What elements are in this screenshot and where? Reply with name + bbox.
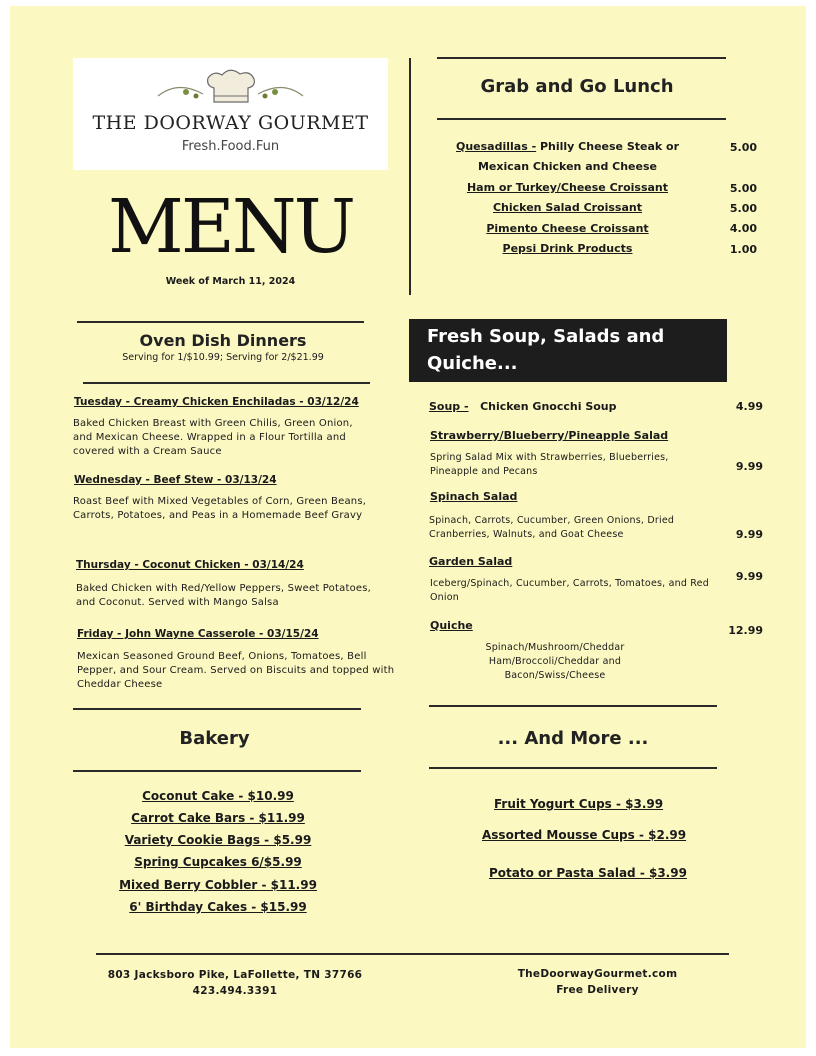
divider	[437, 57, 726, 59]
brand-name: THE DOORWAY GOURMET	[92, 112, 369, 134]
address: 803 Jacksboro Pike, LaFollette, TN 37766	[107, 969, 363, 981]
salad-description: Spinach, Carrots, Cucumber, Green Onions, Dried Cranberries, Walnuts, and Goat Cheese	[429, 515, 675, 540]
salad-name: Spinach Salad	[430, 490, 518, 503]
soup-salad-heading: Fresh Soup, Salads and Quiche...	[409, 319, 727, 382]
list-item: Quesadillas - Philly Cheese Steak or	[455, 140, 680, 153]
dinner-description: Baked Chicken Breast with Green Chilis, Green Onion, and Mexican Cheese. Wrapped in a Flour Tortilla and covered with a Cream Sauce	[73, 418, 353, 457]
grab-and-go-heading: Grab and Go Lunch	[480, 76, 674, 97]
bakery-item: Carrot Cake Bars - $11.99	[131, 811, 305, 825]
quiche-name: Quiche	[430, 619, 473, 632]
divider	[73, 770, 361, 772]
delivery-note: Free Delivery	[556, 984, 639, 996]
chef-hat-logo-icon	[148, 66, 313, 108]
page-title: MENU	[108, 184, 353, 270]
divider	[77, 321, 364, 323]
dinner-description: Baked Chicken with Red/Yellow Peppers, Sweet Potatoes, and Coconut. Served with Mango Salsa	[76, 583, 372, 608]
item-price: 5.00	[729, 182, 757, 195]
divider	[429, 705, 717, 707]
bakery-item: Variety Cookie Bags - $5.99	[124, 833, 312, 847]
bakery-item: 6' Birthday Cakes - $15.99	[129, 900, 307, 914]
bakery-item: Mixed Berry Cobbler - $11.99	[119, 878, 317, 892]
bakery-item: Spring Cupcakes 6/$5.99	[134, 855, 302, 869]
dinner-day-title: Thursday - Coconut Chicken - 03/14/24	[76, 559, 304, 571]
list-item: Mexican Chicken and Cheese	[477, 160, 657, 173]
divider	[73, 708, 361, 710]
and-more-heading: ... And More ...	[497, 728, 649, 749]
footer-divider	[96, 953, 729, 955]
week-label: Week of March 11, 2024	[165, 276, 296, 287]
serving-prices: Serving for 1/$10.99; Serving for 2/$21.99	[122, 352, 324, 363]
item-price: 4.00	[729, 222, 757, 235]
column-divider	[409, 58, 411, 295]
list-item: Ham or Turkey/Cheese Croissant	[466, 181, 669, 194]
footer-web	[490, 966, 705, 998]
dinner-day-title: Wednesday - Beef Stew - 03/13/24	[74, 474, 277, 486]
website: TheDoorwayGourmet.com	[517, 968, 678, 980]
dinner-description: Roast Beef with Mixed Vegetables of Corn, Green Beans, Carrots, Potatoes, and Peas in a Homemade Beef Gravy	[73, 496, 367, 521]
dinner-day-title: Friday - John Wayne Casserole - 03/15/24	[77, 628, 319, 640]
soup-line: Soup - Chicken Gnocchi Soup	[429, 400, 617, 413]
item-price: 12.99	[728, 624, 763, 637]
salad-description: Spring Salad Mix with Strawberries, Blueberries, Pineapple and Pecans	[430, 452, 669, 477]
item-price: 9.99	[735, 460, 763, 473]
salad-description: Iceberg/Spinach, Cucumber, Carrots, Tomatoes, and Red Onion	[430, 578, 709, 603]
more-item: Assorted Mousse Cups - $2.99	[482, 828, 687, 842]
list-item: Chicken Salad Croissant	[492, 201, 642, 214]
item-price: 1.00	[729, 243, 757, 256]
bakery-heading: Bakery	[179, 728, 250, 749]
dinner-day-title: Tuesday - Creamy Chicken Enchiladas - 03/12/24	[74, 396, 359, 408]
divider	[83, 382, 370, 384]
more-item: Potato or Pasta Salad - $3.99	[489, 866, 687, 880]
item-price: 5.00	[729, 141, 757, 154]
dinner-description: Mexican Seasoned Ground Beef, Onions, Tomatoes, Bell Pepper, and Sour Cream. Served on Biscuits and topped with Cheddar Cheese	[77, 651, 395, 690]
item-price: 4.99	[735, 400, 763, 413]
list-item: Pepsi Drink Products	[502, 242, 633, 255]
quiche-varieties: Spinach/Mushroom/Cheddar Ham/Broccoli/Cheddar and Bacon/Swiss/Cheese	[485, 642, 625, 681]
footer-contact	[100, 967, 370, 999]
logo-panel	[73, 58, 388, 170]
divider	[429, 767, 717, 769]
item-price: 5.00	[729, 202, 757, 215]
oven-dinners-heading: Oven Dish Dinners	[139, 331, 307, 350]
list-item: Pimento Cheese Croissant	[486, 222, 649, 235]
item-price: 9.99	[735, 528, 763, 541]
more-item: Fruit Yogurt Cups - $3.99	[494, 797, 664, 811]
tagline: Fresh.Food.Fun	[181, 139, 280, 154]
item-price: 9.99	[735, 570, 763, 583]
salad-name: Garden Salad	[429, 555, 513, 568]
salad-name: Strawberry/Blueberry/Pineapple Salad	[430, 429, 669, 442]
divider	[437, 118, 726, 120]
phone-number: 423.494.3391	[192, 985, 278, 997]
bakery-item: Coconut Cake - $10.99	[142, 789, 294, 803]
